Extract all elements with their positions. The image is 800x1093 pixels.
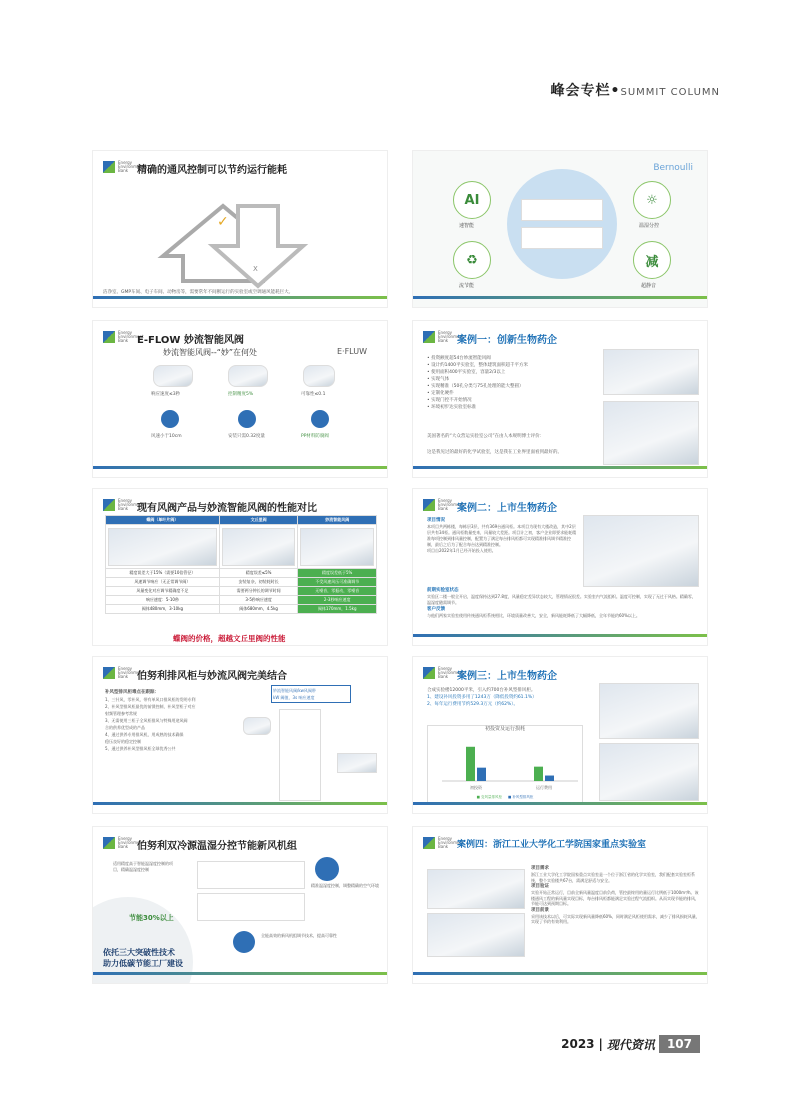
target-icon — [233, 931, 255, 953]
slide-case4: Energy Environment Bank 案例四：浙江工业大学化工学院国家重点实验室 项目需求 浙江工业大学化工学院国家重点实验室是一个位于浙江省的化学实验室，我们配套实验室柜系统，整个实验楼共67台，需满足舒适与安全。 项目验证 实验开始正常运行，目前全新风量温度目前负荷，管控最终用的量运行比例低于1000m³/h。该楼通风工程的新风量实现目标，每台排风柜都能满足实验过程气流组织。从而实现节能的排风，节能可达到预期目标。 项目前景 采用该技术以后，可实际实现新风量降低60%，同时满足风柜使用需求，减少了排风损耗风量，实现了节约有效利用。 — [412, 826, 708, 984]
arrow-diagram — [153, 181, 363, 291]
sensor-icon — [315, 857, 339, 881]
slide-title: 案例二：上市生物药企 — [457, 503, 557, 514]
slogan: 蝶阀的价格，超越文丘里阀的性能 — [173, 634, 286, 643]
slide-title: 现有风阀产品与妙流智能风阀的性能对比 — [137, 503, 317, 514]
slide-title: 精确的通风控制可以节约运行能耗 — [137, 165, 287, 176]
ahu-image — [197, 893, 305, 921]
feature-grid: 响应速度≤3秒 控制精度5% 可靠性≤0.1 风速小于10cm 安装只需0.32度量 PP材料防腐阀 — [133, 365, 363, 475]
bar-0-1 — [534, 767, 543, 781]
slide-case3: Energy Environment Bank 案例三：上市生物药企 合成实验楼12000平米，引入约700台补风型排风柜。 1、建设补风投资多用了1243万（降低投资约61.1%） 2、每年运行费用节约529.3万元（约62%）。 初投资及运行损耗 初投资 运行费用 ■ 变风量排风柜 ■ 补风型排风柜 — [412, 656, 708, 814]
slide-title: 伯努利双冷源温湿分控节能新风机组 — [137, 841, 297, 852]
page-footer: 2023 | 现代资讯 107 — [561, 1035, 700, 1053]
bar-1-1 — [545, 776, 554, 781]
fan-image — [337, 753, 377, 773]
savings-badge: 节能30%以上 — [129, 914, 174, 922]
case-text: 项目需求 浙江工业大学化工学院国家重点实验室是一个位于浙江省的化学实验室，我们配套实验室柜系统，整个实验楼共67台，需满足舒适与安全。 项目验证 实验开始正常运行，目前全新风量温度目前负荷，管控最终用的量运行比例低于1000m³/h。该楼通风工程的新风量实现目标，每台排风柜都能满足实验过程气流组织。从而实现节能的排风，节能可达到预期目标。 项目前景 采用该技术以后，可实际实现新风量降低60%，同时满足风柜使用需求，减少了排风损耗风量，实现了节约有效利用。 — [531, 866, 700, 924]
slide-title: 案例四：浙江工业大学化工学院国家重点实验室 — [457, 840, 647, 850]
logo: Energy Environment Bank — [103, 161, 140, 173]
bullet-list: • 投资额度超54台妙流智能风阀 • 设计约1400平实验室，整体建筑面积超千平方米 • 使用面积400平实验室，容量2/3以上 • 实现气体 • 实现精准（50孔分类与75孔处理的能大整圆） • 定制化硬件 • 实现门控不开始情况 • 环境初步达实验室标准 — [427, 356, 529, 410]
slide-comparison: Energy Environment Bank 现有风阀产品与妙流智能风阀的性能对比 蝶阀（单叶片阀） 文丘里阀 妙流智能风阀 精度误差大于15%（需要10倍管径） 精度误差≤5% 精度误差低于5% 风速调节响应（无正常调节阀） 安装复杂，初装耗时长 不受风速风压可准确调节 风量变化对应调节精确度不足 需要两分钟长的调节时间 无噪音，零振动，零噪音 响应速度：5-10秒 3-5秒响应速度 2-3秒响应速度 阀体480mm，3-10kg 阀体680mm，4.5kg 阀体170mm，1.5kg 蝶阀的价格，超越文丘里阀的性能 — [92, 488, 388, 646]
eflow-logo: E·FLUW — [336, 347, 367, 356]
page-number: 107 — [659, 1035, 700, 1053]
header-sep: • — [610, 83, 621, 99]
comparison-table: 蝶阀（单叶片阀） 文丘里阀 妙流智能风阀 精度误差大于15%（需要10倍管径） 精度误差≤5% 精度误差低于5% 风速调节响应（无正常调节阀） 安装复杂，初装耗时长 不受风速风压可准确调节 风量变化对应调节精确度不足 需要两分钟长的调节时间 无噪音，零振动，零噪音 响应速度：5-10秒 3-5秒响应速度 2-3秒响应速度 阀体480mm，3-10kg 阀体680mm，4.5kg 阀体170mm，1.5kg — [105, 515, 377, 614]
x-icon: X — [253, 265, 258, 273]
slide-bottom-text: 洁净室、GMP车间、电子车间、动物房等，需要常年不间断运行的实验室或空调通风能耗巨大。 — [103, 290, 294, 295]
slide-title: 伯努利排风柜与妙流风阀完美结合 — [137, 671, 287, 682]
slide-ai-unit: Bernoulli AI 速智能 ♻ 流节能 ☼ 温湿分控 减 超静音 — [412, 150, 708, 308]
lab-photo — [427, 913, 525, 957]
leaf-icon: ♻ — [453, 241, 491, 279]
slide-ahu: Energy Environment Bank 伯努利双冷源温湿分控节能新风机组 适用精度高于智能温湿度控制的项目，精确温湿度控制 精准温湿度控制，调整精确的空气环境 全能高效的新风机组调节技术，提高可靠性 节能30%以上 依托三大突破性技术 助力低碳节能工厂建设 — [92, 826, 388, 984]
bar-0-0 — [466, 747, 475, 781]
header-subtitle: SUMMIT COLUMN — [620, 87, 720, 98]
legend-item: ■ 补风型排风柜 — [508, 795, 534, 799]
thermometer-icon: ☼ — [633, 181, 671, 219]
fumehood-diagram — [279, 709, 321, 801]
slide-ventilation-control — [92, 150, 388, 308]
bar-1-0 — [477, 768, 486, 781]
footer-year: 2023 — [561, 1037, 595, 1051]
slide-subtitle: 妙流智能风阀--“妙”在何处 — [163, 348, 258, 357]
slide-title: 案例三：上市生物药企 — [457, 671, 557, 682]
lab-photo — [599, 743, 699, 801]
bar-chart — [427, 725, 583, 805]
x-tick-label: 运行费用 — [536, 785, 552, 790]
legend-item: ■ 变风量排风柜 — [476, 795, 502, 799]
brand-label: Bernoulli — [653, 163, 693, 173]
ai-icon: AI — [453, 181, 491, 219]
check-icon: ✓ — [217, 214, 229, 230]
header-title: 峰会专栏 — [550, 83, 611, 99]
slide-title: 案例一：创新生物药企 — [457, 335, 557, 346]
footer-magazine: 现代资讯 — [606, 1037, 655, 1052]
unit-circle — [507, 169, 617, 279]
lab-photo — [427, 869, 525, 909]
ahu-image — [197, 861, 305, 889]
lab-photo — [603, 401, 699, 465]
mute-icon: 减 — [633, 241, 671, 279]
chart-title: 初投资及运行损耗 — [484, 726, 525, 732]
page-header — [551, 80, 720, 100]
valve-image — [243, 717, 271, 735]
feature-list: 补风型排风柜毒点在跟踪： 1、三针风，零补风，带有单风口排风柜的发明专利 2、补风型排风柜最优的前馈控制，补风型柜子对应 射频管理参考常规 3、无需使用三柜子全风柜排风与特殊用途风阀 合的供养优型成的产品 4、通过供养专用排风机，用成熟的技术确保 稳压良好的稳定控制 5、通过供养补风型排风柜全球优秀公共 — [105, 690, 196, 751]
slide-title: E-FLOW 妙流智能风阀 — [137, 335, 244, 346]
slide-case2: Energy Environment Bank 案例二：上市生物药企 项目情况 本项目共两栋楼，每栋层3层，共有369台通风柜。本项目为现有大楼改造，其中2层层共有34柜。通风柜数量变来，风量较大差距。项目计之初，客户企业即要求能耗精准每项控制到排风量控制，配置为了满足每台排风柜都可实现精准排风调节精准控制，最后之后为了配合每台达到精准控制。 项目自2022年1月已经开始投入使用。 前期实验室状态 实验区二楼一般全开启，温度保持达到27.8度，风量稳定差异状态较大，管理情况很差。实验室内气流组织。温度可控制，实现了无过于风格。精确零，温湿度随需调节。 客户反馈 与他们两家实验室使用传统通风柜系统相比，环境质量改善大，安全，新风能耗降低了大幅降低，全年节能约60%以上。 — [412, 488, 708, 646]
slide-case1: Energy Environment Bank 案例一：创新生物药企 • 投资额度超54台妙流智能风阀 • 设计约1400平实验室，整体建筑面积超千平方米 • 使用面积400平实验室，容量2/3以上 • 实现气体 • 实现精准（50孔分类与75孔处理的能大整圆） • 定制化硬件 • 实现门控不开始情况 • 环境初步达实验室标准 美国著名的“大众营运实验室公司”在由人本规明博士评价： 这是我见过的最好的化学试验室，这是我在工业界里面看到最好的。 — [412, 320, 708, 478]
lab-photo — [583, 515, 699, 587]
lab-photo — [603, 349, 699, 395]
lab-photo — [599, 683, 699, 739]
slide-fumehood: Energy Environment Bank 伯努利排风柜与妙流风阀完美结合 补风型排风柜毒点在跟踪： 1、三针风，零补风，带有单风口排风柜的发明专利 2、补风型排风柜最优的前馈控制，补风型柜子对应 射频管理参考常规 3、无需使用三柜子全风柜排风与特殊用途风阀 合的供养优型成的产品 4、通过供养专用排风机，用成熟的技术确保 稳压良好的稳定控制 5、通过供养补风型排风柜全球优秀公共 妙流智能风阀/kw风阀带 kW 阈值，3s 响应速度 — [92, 656, 388, 814]
case-text: 项目情况 本项目共两栋楼，每栋层3层，共有369台通风柜。本项目为现有大楼改造，其中2层层共有34柜。通风柜数量变来，风量较大差距。项目计之初，客户企业即要求能耗精准每项控制到排风量控制，配置为了满足每台排风柜都可实现精准排风调节精准控制，最后之后为了配合每台达到精准控制。 项目自2022年1月已经开始投入使用。 — [427, 518, 577, 553]
chart-svg — [428, 733, 582, 791]
slide-eflow: Energy Environment Bank E-FLOW 妙流智能风阀 妙流智能风阀--“妙”在何处 E·FLUW 响应速度≤3秒 控制精度5% 可靠性≤0.1 风速小于10cm 安装只需0.32度量 PP材料防腐阀 — [92, 320, 388, 478]
x-tick-label: 初投资 — [470, 785, 482, 790]
